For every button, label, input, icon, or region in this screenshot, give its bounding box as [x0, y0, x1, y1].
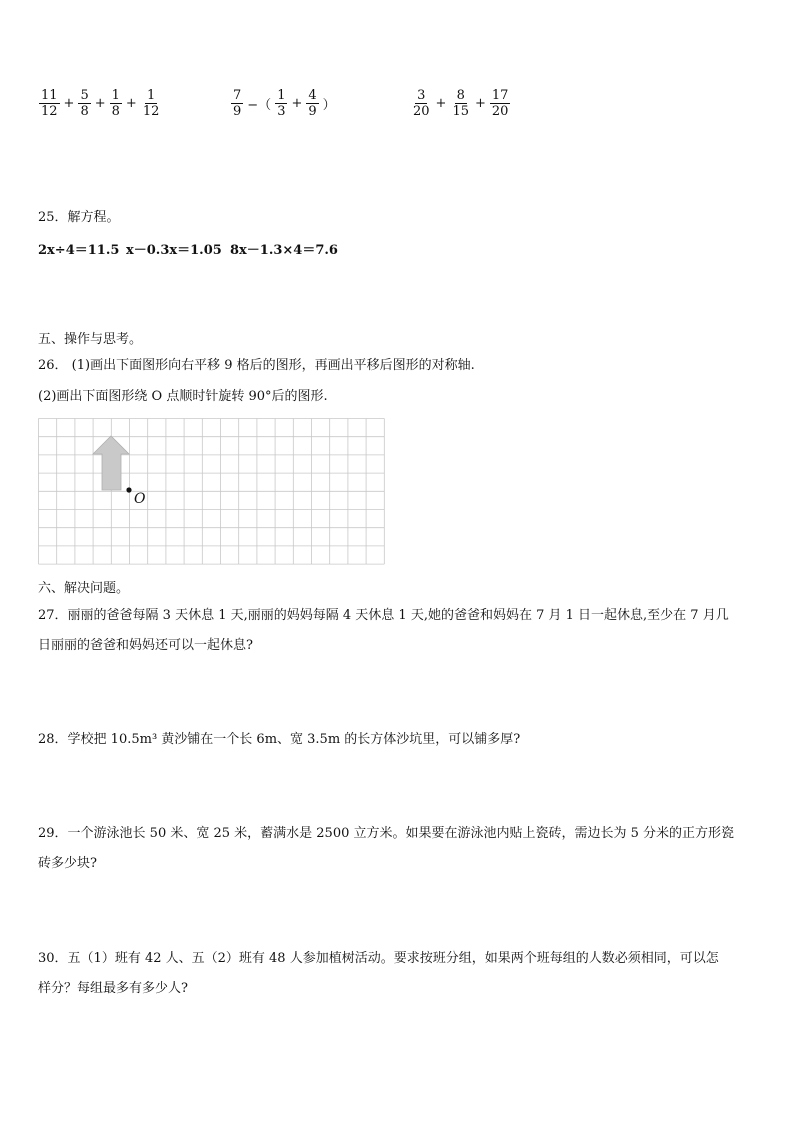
- fraction: $\frac{1}{12}$: [142, 88, 160, 119]
- fraction: $\frac{8}{15}$: [452, 88, 469, 119]
- question-25-title: 25．解方程。: [38, 210, 120, 225]
- equation-3: 8x－1.3×4＝7.6: [230, 243, 338, 258]
- equation-2: x－0.3x＝1.05: [126, 243, 222, 258]
- point-o-label: O: [134, 491, 146, 507]
- fraction: $\frac{7}{9}$: [233, 88, 242, 119]
- question-29-line-2: 砖多少块?: [38, 856, 97, 871]
- question-29-line-1: 29．一个游泳池长 50 米、宽 25 米，蓄满水是 2500 立方米。如果要在游泳池内贴上瓷砖，需边长为 5 分米的正方形瓷: [38, 826, 735, 841]
- fraction-expression-2: $\frac{7}{9}$ −（ $\frac{1}{3}$ + $\frac{4}{9}$ ）: [233, 88, 336, 119]
- question-30-line-2: 样分？每组最多有多少人?: [38, 981, 188, 996]
- fraction-expression-3: $\frac{3}{20}$ + $\frac{8}{15}$ + $\frac{17}{20}$: [413, 88, 509, 119]
- fraction: $\frac{4}{9}$: [308, 88, 317, 119]
- section-5-title: 五、操作与思考。: [38, 332, 143, 347]
- grid-svg: [38, 418, 388, 566]
- fraction: $\frac{17}{20}$: [491, 88, 509, 119]
- arrow-figure: [93, 436, 129, 490]
- question-28: 28．学校把 10.5m³ 黄沙铺在一个长 6m、宽 3.5m 的长方体沙坑里，可以铺多厚?: [38, 732, 521, 747]
- question-30-line-1: 30．五（1）班有 42 人、五（2）班有 48 人参加植树活动。要求按班分组，如果两个班每组的人数必须相同，可以怎: [38, 951, 719, 966]
- equation-1: 2x÷4＝11.5: [38, 243, 120, 258]
- point-o-dot: [126, 487, 131, 492]
- question-27-line-2: 日丽丽的爸爸和妈妈还可以一起休息?: [38, 638, 253, 653]
- question-26-line-2: (2)画出下面图形绕 O 点顺时针旋转 90°后的图形.: [38, 389, 328, 404]
- fraction-expression-1: $\frac{11}{12}$ + $\frac{5}{8}$ + $\frac{1}{8}$ + $\frac{1}{12}$: [41, 88, 160, 119]
- question-27-line-1: 27．丽丽的爸爸每隔 3 天休息 1 天,丽丽的妈妈每隔 4 天休息 1 天,她的爸爸和妈妈在 7 月 1 日一起休息,至少在 7 月几: [38, 608, 729, 623]
- fraction: $\frac{1}{8}$: [111, 88, 120, 119]
- fraction: $\frac{5}{8}$: [80, 88, 89, 119]
- grid-figure: [38, 418, 388, 570]
- fraction: $\frac{11}{12}$: [41, 88, 58, 119]
- fraction: $\frac{1}{3}$: [277, 88, 286, 119]
- fraction: $\frac{3}{20}$: [413, 88, 430, 119]
- section-6-title: 六、解决问题。: [38, 581, 130, 596]
- question-26-line-1: 26． (1)画出下面图形向右平移 9 格后的图形，再画出平移后图形的对称轴.: [38, 358, 475, 373]
